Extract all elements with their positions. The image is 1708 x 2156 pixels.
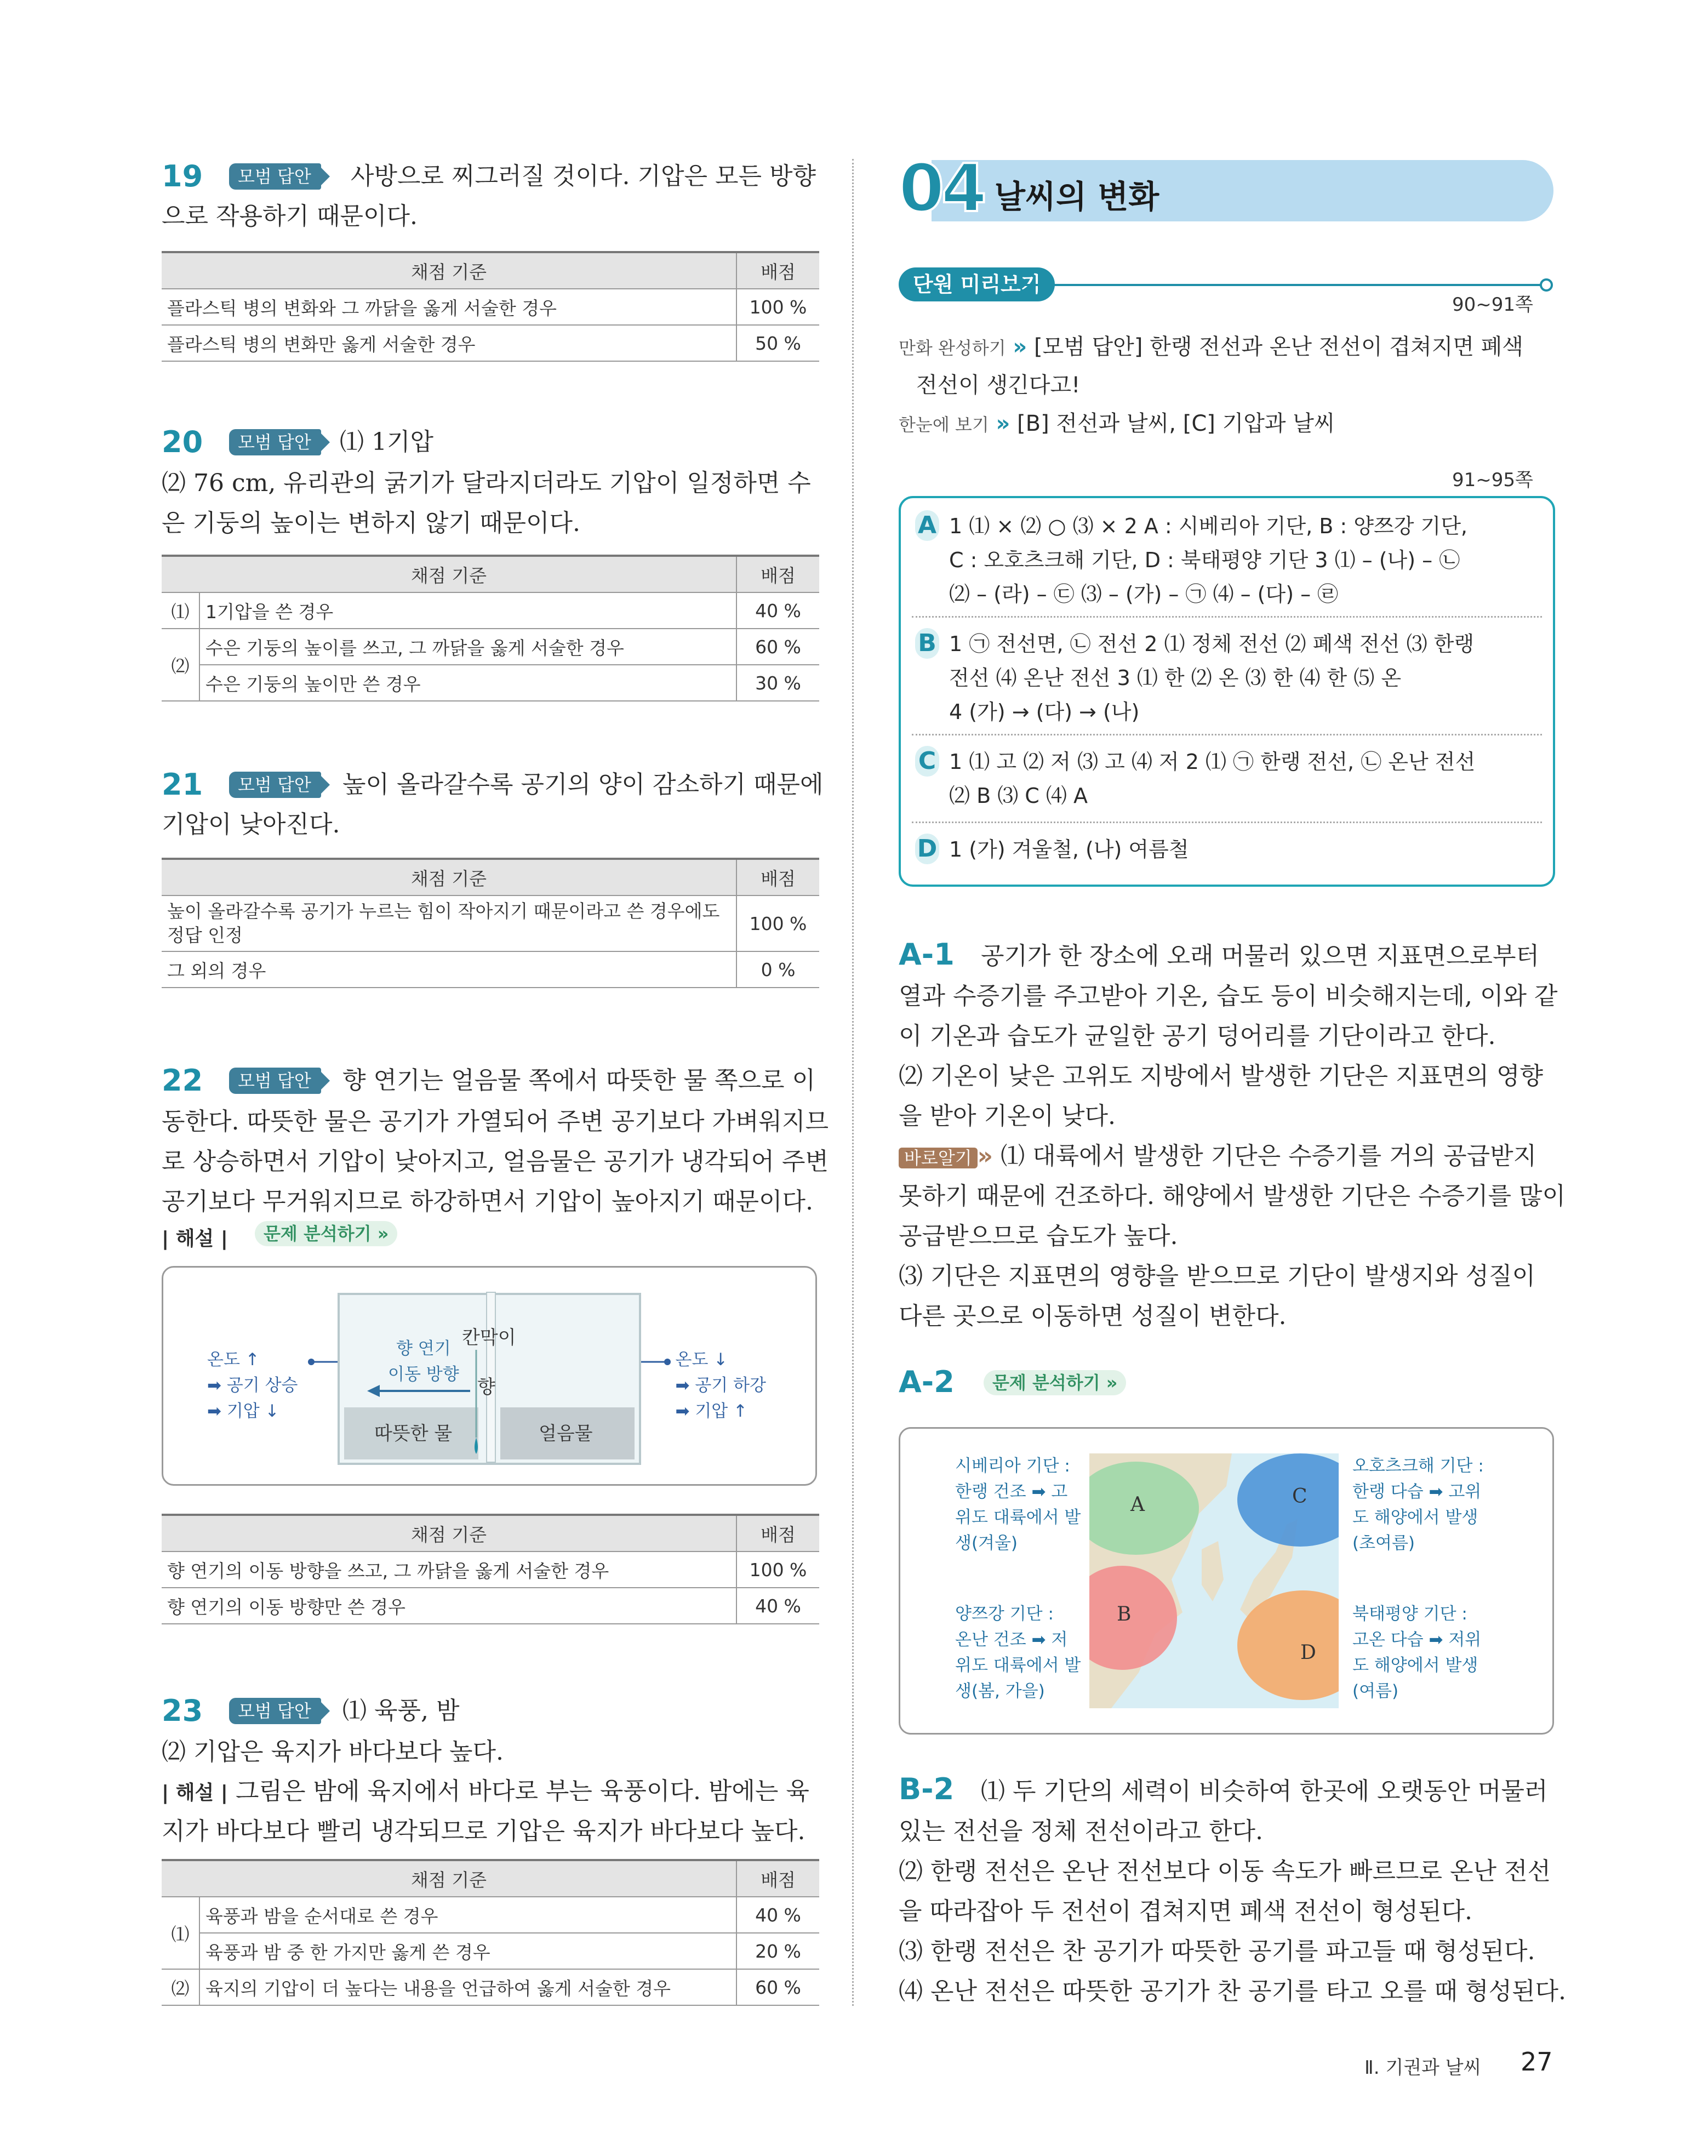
explanation-text: ⑶ 기단은 지표면의 영향을 받으므로 기단이 발생지와 성질이: [899, 1262, 1535, 1290]
table-header: 채점 기준: [162, 1860, 736, 1897]
table-cell: 향 연기의 이동 방향을 쓰고, 그 까닭을 옳게 서술한 경우: [162, 1552, 736, 1588]
table-header: 채점 기준: [162, 1515, 736, 1552]
smoke-experiment-diagram: [162, 1266, 817, 1486]
mass-a: A: [1130, 1493, 1145, 1516]
chapter-title: 날씨의 변화: [995, 178, 1159, 215]
right-label: 온도 ↓ ➡ 공기 하강 ➡ 기압 ↑: [675, 1350, 766, 1421]
table-cell: 100 %: [736, 896, 819, 951]
problem-analysis-badge: 문제 분석하기 »: [255, 1221, 397, 1246]
table-header: 채점 기준: [162, 252, 736, 289]
explanation-text: 다른 곳으로 이동하면 성질이 변한다.: [899, 1302, 1287, 1330]
table-row: [162, 1552, 819, 1588]
table-cell: 높이 올라갈수록 공기가 누르는 힘이 작아지기 때문이라고 쓴 경우에도 정답 인정: [162, 896, 736, 951]
model-answer-badge: 모범 답안: [229, 163, 321, 190]
section-heading: A-1: [899, 937, 955, 972]
table-row: [162, 1969, 819, 2005]
table-row: [162, 665, 819, 701]
table-header: 배점: [736, 1515, 819, 1552]
table-cell: 수은 기둥의 높이만 쓴 경우: [199, 665, 736, 701]
answer-text: ⑵ 76 cm, 유리관의 굵기가 달라지더라도 기압이 일정하면 수: [162, 469, 811, 497]
explanation-text: ⑵ 기온이 낮은 고위도 지방에서 발생한 기단은 지표면의 영향: [899, 1062, 1543, 1090]
explanation-text: 바로알기 » ⑴ 대륙에서 발생한 기단은 수증기를 거의 공급받지: [899, 1136, 1536, 1177]
page-range: 90~91쪽: [1452, 294, 1533, 316]
model-answer-badge: 모범 답안: [229, 429, 321, 455]
answer-text: 공기보다 무거워지므로 하강하면서 기압이 높아지기 때문이다.: [162, 1188, 814, 1216]
table-row: [162, 896, 819, 951]
table-cell: 100 %: [736, 1552, 819, 1588]
section-heading: A-2: [899, 1365, 955, 1399]
answer-text: 로 상승하면서 기압이 낮아지고, 얼음물은 공기가 냉각되어 주변: [162, 1148, 829, 1176]
divider: [912, 822, 1542, 823]
answer-text: ⑴ 육풍, 밤: [342, 1697, 460, 1725]
explanation-text: ⑷ 온난 전선은 따뜻한 공기가 찬 공기를 타고 오를 때 형성된다.: [899, 1977, 1566, 2005]
explanation-text: 을 받아 기온이 낮다.: [899, 1102, 1116, 1130]
warm-water-label: 따뜻한 물: [374, 1423, 453, 1445]
page-number: 27: [1521, 2047, 1553, 2077]
table-header: 배점: [736, 556, 819, 592]
table-cell: 40 %: [736, 592, 819, 629]
answer-text: 동한다. 따뜻한 물은 공기가 가열되어 주변 공기보다 가벼워지므: [162, 1108, 829, 1136]
table-header: 배점: [736, 859, 819, 896]
siberia-label: 시베리아 기단 : 한랭 건조 ➡ 고 위도 대륙에서 발 생(겨울): [955, 1456, 1081, 1553]
mass-d: D: [1300, 1641, 1316, 1664]
table-cell: 육풍과 밤 중 한 가지만 옳게 쓴 경우: [199, 1933, 736, 1969]
mass-b: B: [1117, 1603, 1132, 1625]
answer-text: ⑴ 1기압: [340, 428, 433, 456]
page-range: 91~95쪽: [1452, 469, 1533, 491]
table-cell: 플라스틱 병의 변화와 그 까닭을 옳게 서술한 경우: [162, 289, 736, 325]
table-cell: 40 %: [736, 1588, 819, 1624]
answer-text: 향 연기는 얼음물 쪽에서 따뜻한 물 쪽으로 이: [342, 1066, 815, 1094]
section-c: C 1 ⑴ 고 ⑵ 저 ⑶ 고 ⑷ 저 2 ⑴ ㉠ 한랭 전선, ㉡ 온난 전선 ⑵ B ⑶ C ⑷ A: [915, 745, 1475, 813]
partition-label: 칸막이: [462, 1327, 516, 1349]
table-header: 배점: [736, 1860, 819, 1897]
answer-text: 으로 작용하기 때문이다.: [162, 202, 418, 230]
explanation-text: ⑶ 한랭 전선은 찬 공기가 따뜻한 공기를 파고들 때 형성된다.: [899, 1937, 1535, 1965]
okhotsk-label: 오호츠크해 기단 : 한랭 다습 ➡ 고위 도 해양에서 발생 (초여름): [1352, 1456, 1484, 1553]
explanation-label: | 해설 |: [162, 1228, 228, 1250]
manhwa-row: 만화 완성하기 » [모범 답안] 한랭 전선과 온난 전선이 겹쳐지면 폐색: [899, 334, 1523, 360]
preview-line-end: [1540, 278, 1553, 292]
model-answer-badge: 모범 답안: [229, 772, 321, 798]
answer-text: | 해설 | 그림은 밤에 육지에서 바다로 부는 육풍이다. 밤에는 육: [162, 1777, 809, 1805]
table-cell: 향 연기의 이동 방향만 쓴 경우: [162, 1588, 736, 1624]
answer-text: 지가 바다보다 빨리 냉각되므로 기압은 육지가 바다보다 높다.: [162, 1817, 806, 1845]
question-number: 22: [162, 1063, 203, 1098]
table-cell: 50 %: [736, 325, 819, 361]
table-cell: 플라스틱 병의 변화만 옳게 서술한 경우: [162, 325, 736, 361]
table-row: [162, 289, 819, 325]
question-number: 21: [162, 767, 203, 802]
table-row: [162, 951, 819, 988]
correction-badge: 바로알기: [899, 1148, 978, 1168]
table-row: [162, 1933, 819, 1969]
table-cell: ⑵: [162, 1969, 199, 2005]
table-header: 채점 기준: [162, 556, 736, 592]
glance-row: 한눈에 보기 » [B] 전선과 날씨, [C] 기압과 날씨: [899, 411, 1335, 436]
table-header: 채점 기준: [162, 859, 736, 896]
explanation-text: 있는 전선을 정체 전선이라고 한다.: [899, 1817, 1263, 1845]
smoke-direction-label: 향 연기 이동 방향: [388, 1339, 459, 1384]
section-b: B 1 ㉠ 전선면, ㉡ 전선 2 ⑴ 정체 전선 ⑵ 폐색 전선 ⑶ 한랭 전선 ⑷ 온난 전선 3 ⑴ 한 ⑵ 온 ⑶ 한 ⑷ 한 ⑸ 온 4 (가) → (다) → (나): [915, 627, 1474, 729]
grading-table: [162, 1514, 819, 1624]
table-cell: 1기압을 쓴 경우: [199, 592, 736, 629]
answer-text: 은 기둥의 높이는 변하지 않기 때문이다.: [162, 509, 580, 537]
answer-text: 기압이 낮아진다.: [162, 811, 340, 839]
question-number: 19: [162, 159, 203, 193]
table-row: [162, 325, 819, 361]
divider: [912, 734, 1542, 735]
answer-text: 높이 올라갈수록 공기의 양이 감소하기 때문에: [342, 771, 824, 798]
footer-section: Ⅱ. 기권과 날씨: [1364, 2057, 1482, 2079]
explanation-text: 열과 수증기를 주고받아 기온, 습도 등이 비슷해지는데, 이와 같: [899, 982, 1558, 1010]
answer-text: ⑵ 기압은 육지가 바다보다 높다.: [162, 1738, 504, 1766]
table-cell: 100 %: [736, 289, 819, 325]
table-cell: 수은 기둥의 높이를 쓰고, 그 까닭을 옳게 서술한 경우: [199, 629, 736, 665]
chapter-number: 04: [899, 151, 984, 227]
explanation-text: 공급받으므로 습도가 높다.: [899, 1222, 1178, 1250]
explanation-text: 공기가 한 장소에 오래 머물러 있으면 지표면으로부터: [981, 942, 1540, 970]
table-cell: 육지의 기압이 더 높다는 내용을 언급하여 옳게 서술한 경우: [199, 1969, 736, 2005]
incense-label: 향: [477, 1376, 495, 1398]
explanation-text: 이 기온과 습도가 균일한 공기 덩어리를 기단이라고 한다.: [899, 1022, 1496, 1050]
grading-table: [162, 555, 819, 701]
unit-preview-badge: 단원 미리보기: [899, 267, 1055, 301]
ice-water-label: 얼음물: [539, 1423, 593, 1445]
manhwa-row-2: 전선이 생긴다고!: [916, 373, 1081, 398]
yangtze-label: 양쯔강 기단 : 온난 건조 ➡ 저 위도 대륙에서 발 생(봄, 가을): [955, 1604, 1081, 1701]
table-cell: ⑴: [162, 1897, 199, 1969]
explanation-text: 을 따라잡아 두 전선이 겹쳐지면 폐색 전선이 형성된다.: [899, 1897, 1472, 1925]
grading-table: [162, 251, 819, 362]
pacific-label: 북태평양 기단 : 고온 다습 ➡ 저위 도 해양에서 발생 (여름): [1352, 1604, 1482, 1701]
table-header: 배점: [736, 252, 819, 289]
explanation-text: ⑵ 한랭 전선은 온난 전선보다 이동 속도가 빠르므로 온난 전선: [899, 1857, 1551, 1885]
table-row: [162, 1897, 819, 1933]
explanation-text: 못하기 때문에 건조하다. 해양에서 발생한 기단은 수증기를 많이: [899, 1182, 1566, 1210]
column-divider: [852, 159, 854, 2006]
table-cell: 그 외의 경우: [162, 951, 736, 988]
table-cell: 0 %: [736, 951, 819, 988]
section-d: D 1 (가) 겨울철, (나) 여름철: [915, 832, 1189, 866]
table-cell: 20 %: [736, 1933, 819, 1969]
model-answer-badge: 모범 답안: [229, 1698, 321, 1724]
left-label: 온도 ↑ ➡ 공기 상승 ➡ 기압 ↓: [207, 1350, 298, 1421]
section-heading: B-2: [899, 1772, 955, 1806]
divider: [912, 616, 1542, 618]
question-number: 20: [162, 425, 203, 459]
grading-table: [162, 1859, 819, 2006]
table-row: [162, 1588, 819, 1624]
answer-text: 사방으로 찌그러질 것이다. 기압은 모든 방향: [351, 162, 816, 190]
answer-summary-box: [899, 496, 1555, 887]
question-number: 23: [162, 1693, 203, 1728]
table-cell: 육풍과 밤을 순서대로 쓴 경우: [199, 1897, 736, 1933]
mass-c: C: [1292, 1485, 1307, 1508]
table-cell: 30 %: [736, 665, 819, 701]
model-answer-badge: 모범 답안: [229, 1068, 321, 1094]
air-mass-map-box: [899, 1427, 1554, 1735]
table-row: [162, 592, 819, 629]
grading-table: [162, 858, 819, 988]
table-cell: 40 %: [736, 1897, 819, 1933]
problem-analysis-badge: 문제 분석하기 »: [984, 1370, 1126, 1395]
preview-line: [986, 284, 1541, 286]
table-cell: ⑵: [162, 629, 199, 701]
explanation-text: ⑴ 두 기단의 세력이 비슷하여 한곳에 오랫동안 머물러: [981, 1777, 1548, 1805]
table-cell: 60 %: [736, 629, 819, 665]
table-row: [162, 629, 819, 665]
table-cell: 60 %: [736, 1969, 819, 2005]
section-a: A 1 ⑴ × ⑵ ○ ⑶ × 2 A : 시베리아 기단, B : 양쯔강 기단, C : 오호츠크해 기단, D : 북태평양 기단 3 ⑴ – (나) – ㉡ ⑵ – (라) – ㉢ ⑶ – (가) – ㉠ ⑷ – (다) – ㉣: [915, 509, 1467, 611]
table-cell: ⑴: [162, 592, 199, 629]
